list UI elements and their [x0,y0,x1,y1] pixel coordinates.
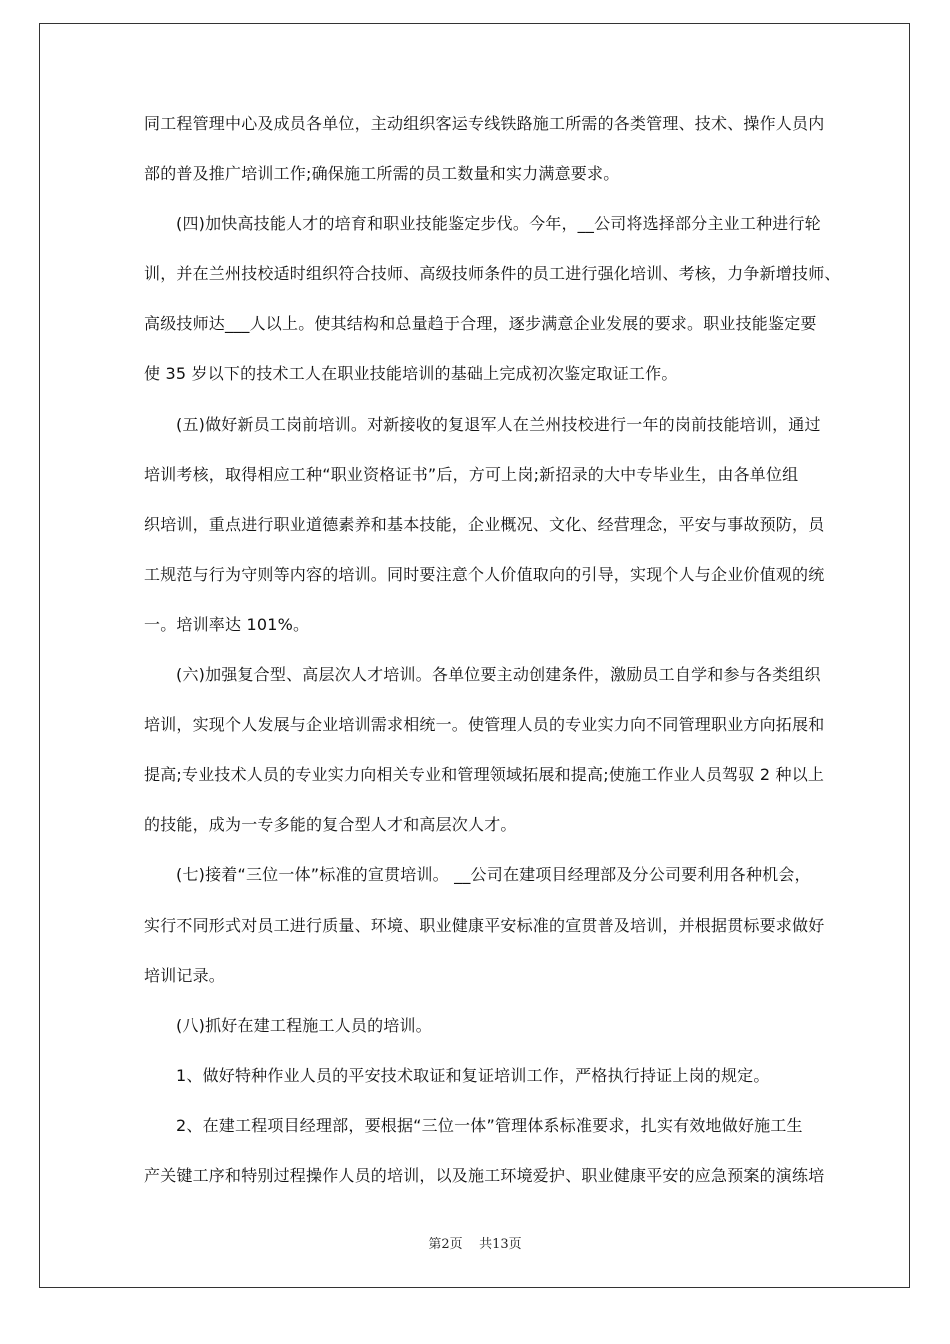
text-line: 培训，实现个人发展与企业培训需求相统一。使管理人员的专业实力向不同管理职业方向拓展和 [144,715,825,735]
text-line: 织培训，重点进行职业道德素养和基本技能，企业概况、文化、经营理念，平安与事故预防，员 [144,514,825,534]
text-line: 培训记录。 [144,965,226,985]
text-line: 培训考核，取得相应工种“职业资格证书”后，方可上岗;新招录的大中专毕业生，由各单位组 [144,464,799,484]
text-line: 工规范与行为守则等内容的培训。同时要注意个人价值取向的引导，实现个人与企业价值观的统 [144,564,825,584]
page-number-footer: 第2页 共13页 [428,1237,522,1252]
text-line: 使 35 岁以下的技术工人在职业技能培训的基础上完成初次鉴定取证工作。 [144,364,678,384]
text-line: 一。培训率达 101%。 [144,614,310,634]
text-line: 实行不同形式对员工进行质量、环境、职业健康平安标准的宣贯普及培训，并根据贯标要求做好 [144,915,825,935]
paragraph-start-line: 2、在建工程项目经理部，要根据“三位一体”管理体系标准要求，扎实有效地做好施工生 [176,1115,803,1135]
text-line: 产关键工序和特别过程操作人员的培训，以及施工环境爱护、职业健康平安的应急预案的演练培 [144,1165,825,1185]
paragraph-start-line: (五)做好新员工岗前培训。对新接收的复退军人在兰州技校进行一年的岗前技能培训，通过 [176,414,821,434]
paragraph-start-line: 1、做好特种作业人员的平安技术取证和复证培训工作，严格执行持证上岗的规定。 [176,1065,770,1085]
paragraph-start-line: (七)接着“三位一体”标准的宣贯培训。 __公司在建项目经理部及分公司要利用各种机会， [176,865,811,885]
text-line: 训，并在兰州技校适时组织符合技师、高级技师条件的员工进行强化培训、考核，力争新增技师、 [144,264,841,284]
section-heading-line: (八)抓好在建工程施工人员的培训。 [176,1015,432,1035]
text-line: 的技能，成为一专多能的复合型人才和高层次人才。 [144,815,517,835]
text-line: 同工程管理中心及成员各单位，主动组织客运专线铁路施工所需的各类管理、技术、操作人员内 [144,114,825,133]
paragraph-start-line: (六)加强复合型、高层次人才培训。各单位要主动创建条件，激励员工自学和参与各类组织 [176,665,821,685]
text-line: 提高;专业技术人员的专业实力向相关专业和管理领域拓展和提高;使施工作业人员驾驭 2 种以上 [144,765,825,785]
text-line: 部的普及推广培训工作;确保施工所需的员工数量和实力满意要求。 [144,164,620,184]
paragraph-start-line: (四)加快高技能人才的培育和职业技能鉴定步伐。今年，__公司将选择部分主业工种进行轮 [176,214,821,234]
document-body [144,106,841,1208]
text-line: 高级技师达___人以上。使其结构和总量趋于合理，逐步满意企业发展的要求。职业技能鉴定要 [144,314,817,334]
